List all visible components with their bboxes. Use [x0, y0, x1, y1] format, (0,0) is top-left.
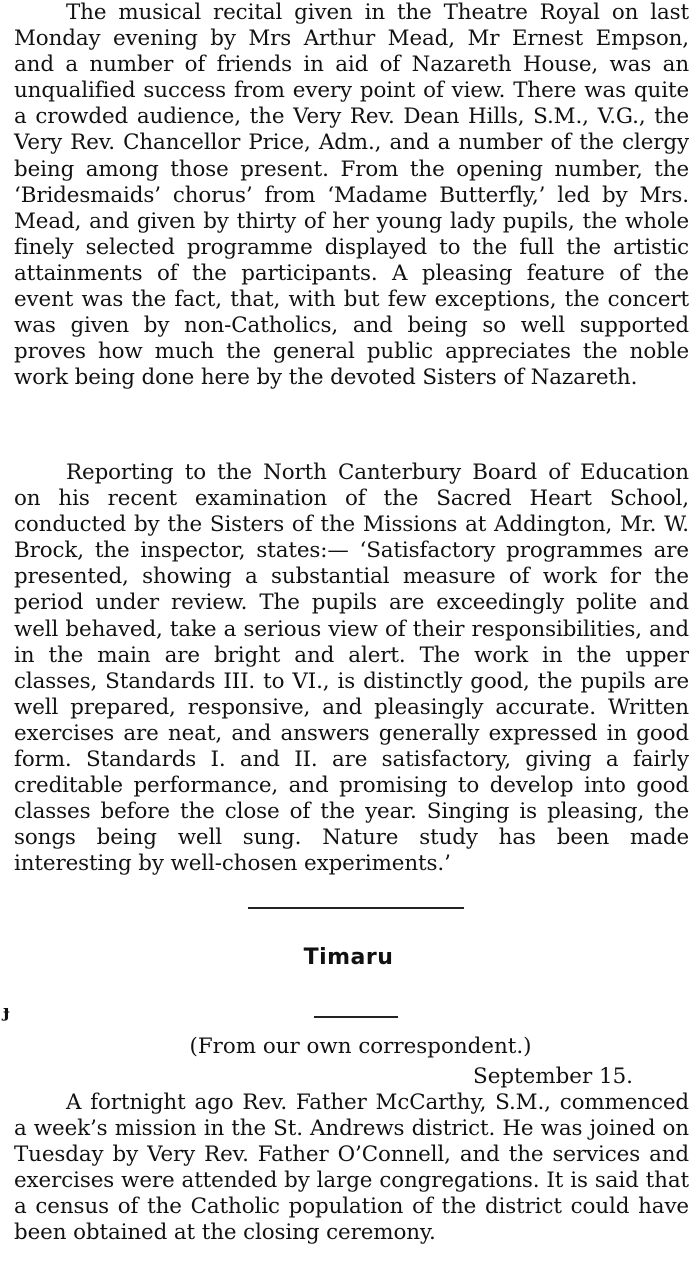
section-divider-top — [248, 907, 464, 909]
article-timaru-mission — [14, 1090, 689, 1247]
dateline: September 15. — [473, 1064, 633, 1089]
margin-mark: ɟ — [3, 1001, 10, 1022]
paragraph-mission: A fortnight ago Rev. Father McCarthy, S.M., commenced a week’s mission in the St. Andrews district. He was joined on Tuesday by Very Rev. Father O’Connell, and the services and exercises were attended by large congregations. It is said that a census of the Catholic population of the district could have been obtained at the closing ceremony. — [14, 1090, 689, 1246]
section-heading: Timaru — [303, 945, 394, 970]
paragraph-musical-recital: The musical recital given in the Theatre Royal on last Monday evening by Mrs Arthur Mead, Mr Ernest Empson, and a number of friends in aid of Nazareth House, was an unqualified success from every point of view. There was quite a crowded audience, the Very Rev. Dean Hills, S.M., V.G., the Very Rev. Chancellor Price, Adm., and a number of the clergy being among those present. From the opening number, the ‘Bridesmaids’ chorus’ from ‘Madame Butterfly,’ led by Mrs. Mead, and given by thirty of her young lady pupils, the whole finely selected programme displayed to the full the artistic attainments of the participants. A pleasing feature of the event was the fact, that, with but few exceptions, the concert was given by non-Catholics, and being so well supported proves how much the general public appreciates the noble work being done here by the devoted Sisters of Nazareth. — [14, 0, 689, 391]
paragraph-inspector-report: Reporting to the North Canterbury Board of Education on his recent examination of the Sacred Heart School, conducted by the Sisters of the Missions at Addington, Mr. W. Brock, the inspector, states:— ‘Satisfactory programmes are presented, showing a substantial measure of work for the period under review. The pupils are exceedingly polite and well behaved, take a serious view of their responsibilities, and in the main are bright and alert. The work in the upper classes, Standards III. to VI., is distinctly good, the pupils are well prepared, responsive, and pleasingly accurate. Written exercises are neat, and answers generally expressed in good form. Standards I. and II. are satisfactory, giving a fairly creditable performance, and promising to develop into good classes before the close of the year. Singing is pleasing, the songs being well sung. Nature study has been made interesting by well-chosen experiments.’ — [14, 460, 689, 877]
correspondent-line: (From our own correspondent.) — [189, 1034, 532, 1059]
section-divider-short — [314, 1016, 398, 1018]
article-theatre-royal — [14, 0, 689, 391]
article-sacred-heart-school — [14, 460, 689, 878]
